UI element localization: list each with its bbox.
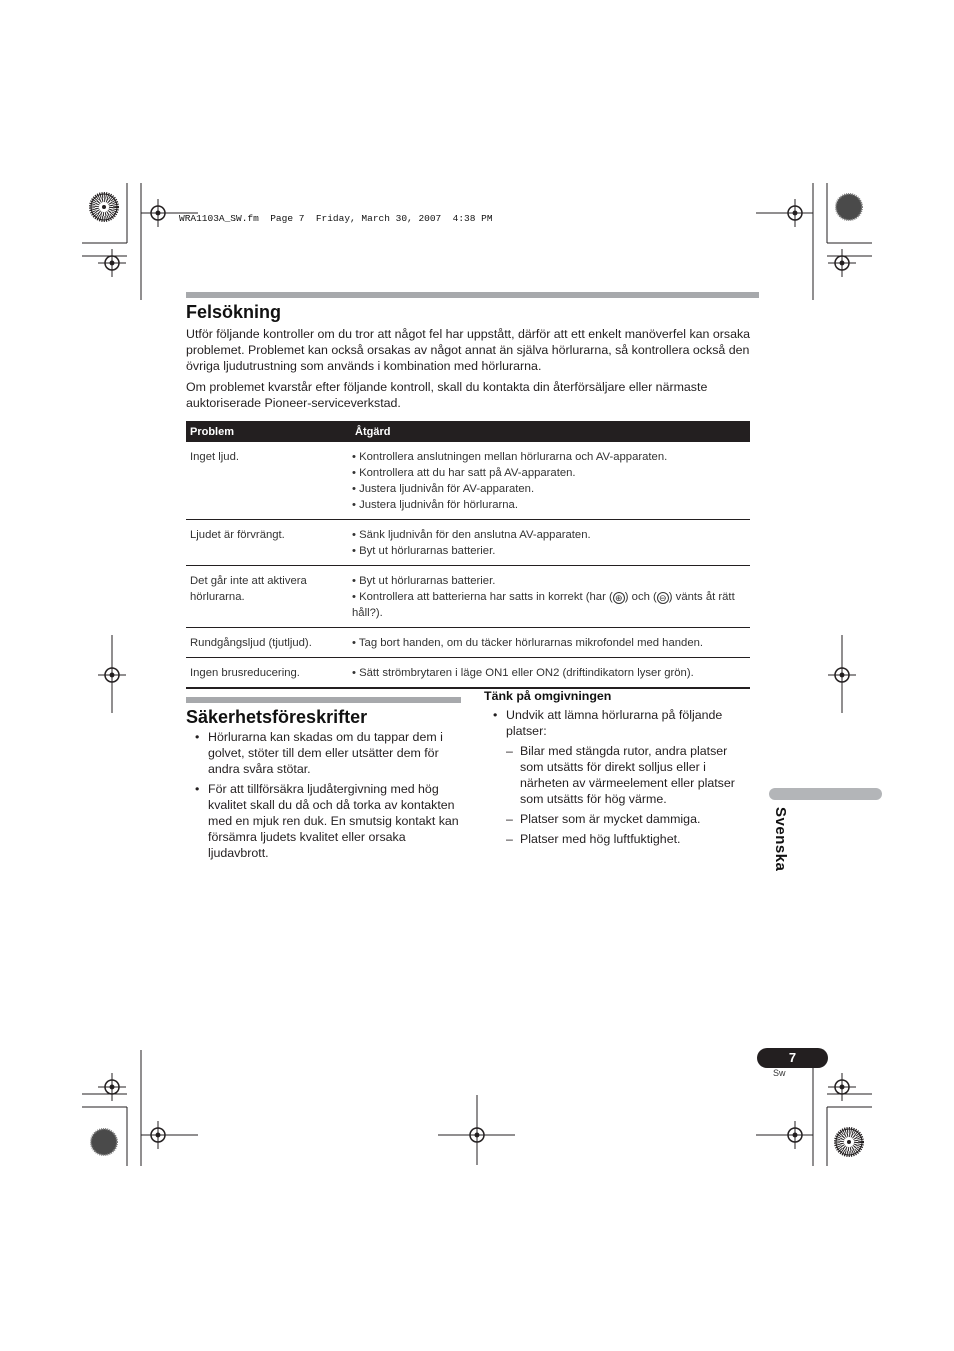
problem-cell: Inget ljud. [186, 442, 345, 520]
action-cell [345, 628, 750, 658]
crosshair-icon [828, 1073, 856, 1101]
page-language-code: Sw [773, 1068, 786, 1078]
section-title-troubleshooting: Felsökning [186, 302, 282, 322]
crosshair-icon [828, 249, 856, 277]
crosshair-icon [98, 249, 126, 277]
crosshair-icon [463, 1121, 491, 1149]
crosshair-icon [98, 661, 126, 689]
action-item: • Kontrollera anslutningen mellan hörlurarna och AV-apparaten. [352, 451, 668, 463]
action-item: • Byt ut hörlurarnas batterier. [352, 575, 496, 587]
action-cell [345, 442, 750, 520]
plus-terminal-icon: ⊕ [613, 592, 625, 604]
minus-terminal-icon: ⊖ [657, 592, 669, 604]
action-cell [345, 658, 750, 689]
file-header-line: WRA1103A_SW.fm Page 7 Friday, March 30, 2007 4:38 PM [179, 213, 493, 224]
action-cell [345, 520, 750, 566]
registration-dark-icon [91, 1129, 117, 1155]
section-rule [186, 292, 759, 298]
crosshair-icon [828, 661, 856, 689]
problem-cell: Ingen brusreducering. [186, 658, 345, 689]
environment-heading: Tänk på omgivningen [484, 689, 612, 703]
action-item: • Byt ut hörlurarnas batterier. [352, 545, 496, 557]
list-item [484, 707, 754, 847]
action-item: • Kontrollera att du har satt på AV-apparaten. [352, 467, 576, 479]
sub-list-item: – Bilar med stängda rutor, andra platser som utsätts för direkt solljus eller i närheten av värmeelement eller platser som utsätts för hög värme. [506, 743, 754, 807]
table-row [186, 628, 750, 658]
page-number: 7 [757, 1048, 828, 1068]
language-side-label [769, 807, 789, 887]
list-item: • För att tillförsäkra ljudåtergivning med hög kvalitet skall du då och då torka av kontakten med en mjuk ren duk. En smutsig kontakt kan försämra ljudets kvalitet eller orsaka ljudavbrott. [186, 781, 462, 861]
action-item-text: ) vänts åt rätt håll?). [352, 591, 735, 619]
action-item: • Justera ljudnivån för hörlurarna. [352, 499, 518, 511]
registration-star-icon [91, 194, 117, 220]
action-item: • Kontrollera att batterierna har satts in korrekt (har ( [352, 591, 613, 603]
list-item: • Hörlurarna kan skadas om du tappar dem i golvet, stöter till dem eller utsätter dem för andra svåra stötar. [186, 729, 462, 777]
action-item: • Justera ljudnivån för AV-apparaten. [352, 483, 535, 495]
table-row [186, 520, 750, 566]
problem-cell: Det går inte att aktivera hörlurarna. [186, 566, 345, 628]
action-item-text: ) och ( [624, 591, 657, 603]
section-title-safety: Säkerhetsföreskrifter [186, 707, 368, 727]
sub-list-item: – Platser som är mycket dammiga. [506, 811, 754, 827]
troubleshooting-intro-1: Utför följande kontroller om du tror att något fel har uppstått, därför att ett enkelt manöverfel kan orsaka problemet. Problemet kan också orsakas av något annat än själva hörlurarna, så kontrollera också den övriga ljudutrustning som används i kombination med hörlurarna. [186, 327, 751, 373]
registration-star-icon [836, 1129, 862, 1155]
column-header-action: Åtgärd [345, 421, 750, 442]
sub-list-item: – Platser med hög luftfuktighet. [506, 831, 754, 847]
safety-list [186, 729, 462, 865]
language-label: Svenska [772, 807, 789, 872]
table-header-row [186, 421, 750, 442]
action-item: • Sätt strömbrytaren i läge ON1 eller ON2 (driftindikatorn lyser grön). [352, 667, 694, 679]
column-header-problem: Problem [186, 421, 345, 442]
table-row [186, 658, 750, 689]
registration-dark-icon [836, 194, 862, 220]
problem-cell: Ljudet är förvrängt. [186, 520, 345, 566]
table-row [186, 442, 750, 520]
action-cell [345, 566, 750, 628]
problem-cell: Rundgångsljud (tjutljud). [186, 628, 345, 658]
action-item: • Tag bort handen, om du täcker hörlurarnas mikrofondel med handen. [352, 637, 704, 649]
troubleshooting-intro-2: Om problemet kvarstår efter följande kontroll, skall du kontakta din återförsäljare eller närmaste auktoriserade Pioneer-serviceverkstad. [186, 380, 708, 410]
section-rule [186, 697, 461, 703]
crosshair-icon [98, 1073, 126, 1101]
list-item-text: Undvik att lämna hörlurarna på följande platser: [506, 708, 723, 738]
action-item: • Sänk ljudnivån för den anslutna AV-apparaten. [352, 529, 591, 541]
table-row [186, 566, 750, 628]
troubleshooting-table [186, 421, 750, 689]
environment-sublist [506, 743, 754, 847]
language-tab-bar [769, 788, 882, 800]
environment-list [484, 707, 754, 851]
